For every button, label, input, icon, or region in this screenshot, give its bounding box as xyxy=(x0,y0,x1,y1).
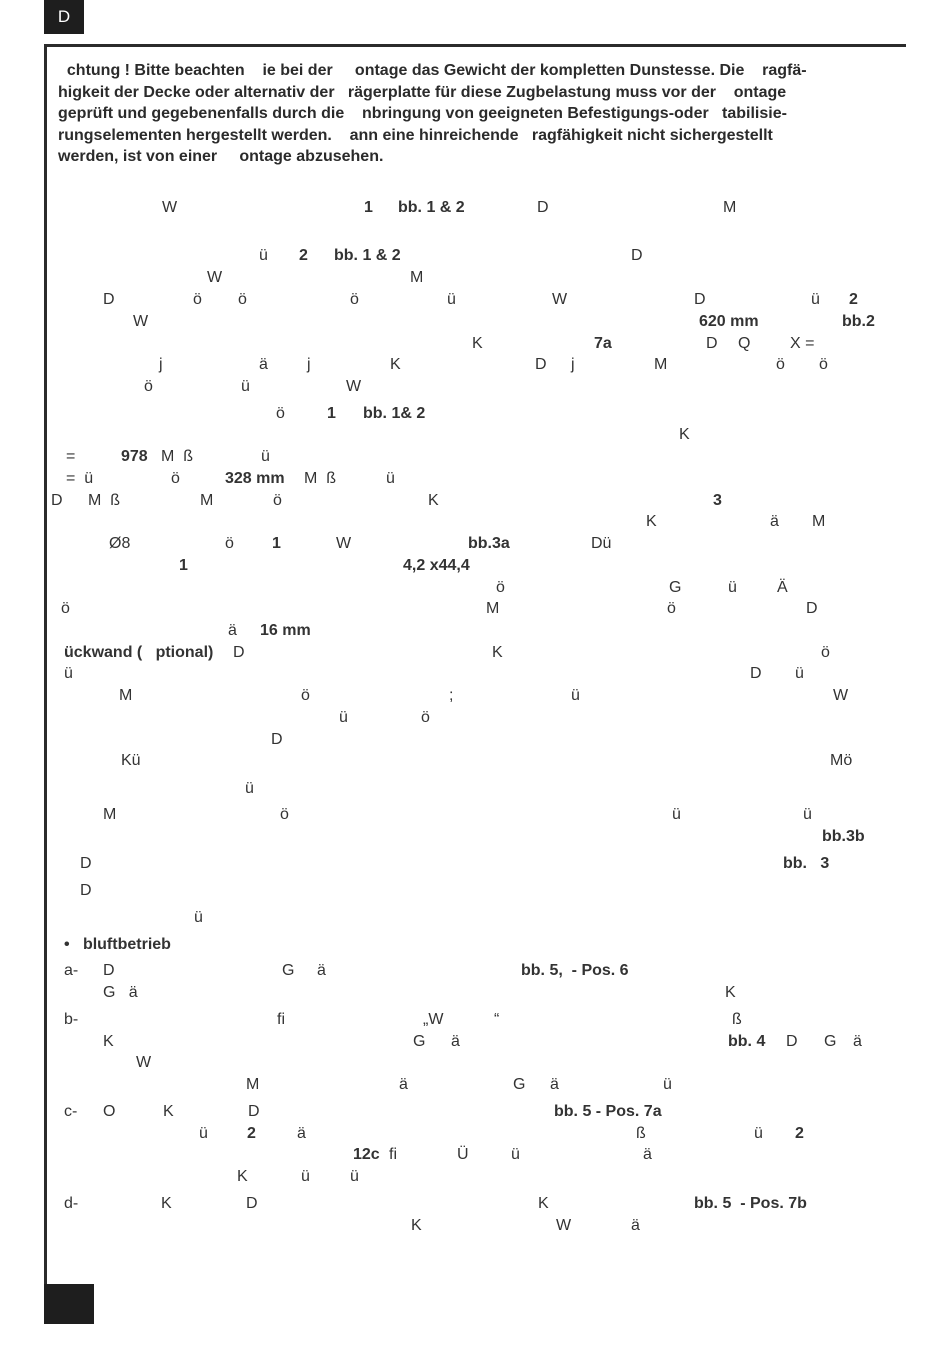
text-fragment: ö xyxy=(280,806,289,823)
text-fragment: D xyxy=(233,644,245,661)
text-fragment: 16 mm xyxy=(260,622,311,639)
text-fragment: c- xyxy=(64,1103,78,1120)
text-fragment: K xyxy=(411,1217,422,1234)
text-fragment: ü xyxy=(511,1146,520,1163)
language-badge: D xyxy=(44,0,84,34)
text-fragment: M xyxy=(812,513,826,530)
text-fragment: D xyxy=(786,1033,798,1050)
text-fragment: ü xyxy=(350,1168,359,1185)
text-fragment: M xyxy=(246,1076,260,1093)
text-fragment: M xyxy=(486,600,500,617)
text-fragment: D xyxy=(537,199,549,216)
text-fragment: K xyxy=(538,1195,549,1212)
text-fragment: bb. 3 xyxy=(783,855,830,872)
text-fragment: D xyxy=(80,882,92,899)
text-fragment: M xyxy=(103,806,117,823)
text-fragment: D xyxy=(706,335,718,352)
text-fragment: X = xyxy=(790,335,815,352)
text-fragment: ü xyxy=(194,909,203,926)
text-fragment: ü xyxy=(672,806,681,823)
text-fragment: bb.3b xyxy=(822,828,865,845)
text-fragment: ä xyxy=(770,513,779,530)
text-fragment: ö xyxy=(350,291,359,308)
text-fragment: ö xyxy=(421,709,430,726)
text-fragment: bb.3a xyxy=(468,535,510,552)
text-fragment: O xyxy=(103,1103,116,1120)
text-fragment: bb. 1& 2 xyxy=(363,405,426,422)
text-fragment: G xyxy=(413,1033,426,1050)
text-fragment: ö xyxy=(171,470,180,487)
text-fragment: W xyxy=(133,313,149,330)
text-fragment: D xyxy=(246,1195,258,1212)
text-fragment: ü xyxy=(245,780,254,797)
text-fragment: ä xyxy=(399,1076,408,1093)
text-fragment: K xyxy=(428,492,439,509)
text-fragment: ö xyxy=(238,291,247,308)
text-fragment: ü xyxy=(259,247,268,264)
text-fragment: ä xyxy=(631,1217,640,1234)
text-fragment: ä xyxy=(550,1076,559,1093)
text-fragment: • bluftbetrieb xyxy=(64,936,171,953)
text-fragment: 2 xyxy=(795,1125,804,1142)
text-fragment: W xyxy=(207,269,223,286)
text-fragment: 2 xyxy=(247,1125,256,1142)
text-fragment: ö xyxy=(276,405,285,422)
text-fragment: ü xyxy=(811,291,820,308)
text-fragment: ü xyxy=(663,1076,672,1093)
text-fragment: ü xyxy=(301,1168,310,1185)
text-fragment: D xyxy=(248,1103,260,1120)
text-fragment: = xyxy=(66,448,76,465)
text-fragment: D xyxy=(103,291,115,308)
text-fragment: ö xyxy=(496,579,505,596)
text-fragment: W xyxy=(162,199,178,216)
text-fragment: ü xyxy=(261,448,270,465)
text-fragment: bb. 1 & 2 xyxy=(398,199,465,216)
page-number-box xyxy=(44,1284,94,1324)
text-fragment: j xyxy=(159,356,163,373)
text-fragment: ü xyxy=(728,579,737,596)
text-fragment: K xyxy=(679,426,690,443)
text-fragment: W xyxy=(833,687,849,704)
text-fragment: W xyxy=(136,1054,152,1071)
warning-line: werden, ist von einer ontage abzusehen. xyxy=(58,148,384,166)
text-fragment: 12c xyxy=(353,1146,380,1163)
text-fragment: ü xyxy=(64,665,73,682)
text-fragment: ä xyxy=(643,1146,652,1163)
text-fragment: ö xyxy=(821,644,830,661)
text-fragment: 4,2 x44,4 xyxy=(403,557,470,574)
text-fragment: ü xyxy=(386,470,395,487)
top-rule xyxy=(44,44,906,47)
text-fragment: G ä xyxy=(103,984,138,1001)
text-fragment: ä xyxy=(317,962,326,979)
text-fragment: M xyxy=(119,687,133,704)
text-fragment: ö xyxy=(144,378,153,395)
text-fragment: M ß xyxy=(161,448,193,465)
text-fragment: G xyxy=(824,1033,837,1050)
text-fragment: d- xyxy=(64,1195,79,1212)
text-fragment: bb. 5 - Pos. 7b xyxy=(694,1195,807,1212)
text-fragment: ß xyxy=(732,1011,742,1028)
text-fragment: G xyxy=(282,962,295,979)
warning-line: higkeit der Decke oder alternativ der rägerplatte für diese Zugbelastung muss vor der ontage xyxy=(58,83,787,101)
text-fragment: ä xyxy=(228,622,237,639)
text-fragment: ö xyxy=(193,291,202,308)
text-fragment: 1 xyxy=(272,535,281,552)
text-fragment: ö xyxy=(273,492,282,509)
text-fragment: ö xyxy=(776,356,785,373)
text-fragment: M xyxy=(723,199,737,216)
text-fragment: Ü xyxy=(457,1146,469,1163)
text-fragment: ä xyxy=(259,356,268,373)
warning-paragraph xyxy=(58,60,903,168)
text-fragment: D xyxy=(631,247,643,264)
text-fragment: K xyxy=(646,513,657,530)
text-fragment: ü xyxy=(795,665,804,682)
text-fragment: “ xyxy=(494,1011,500,1028)
text-fragment: G xyxy=(669,579,682,596)
text-fragment: 1 xyxy=(364,199,373,216)
text-fragment: Dü xyxy=(591,535,612,552)
text-fragment: 7a xyxy=(594,335,612,352)
text-fragment: ; xyxy=(449,687,454,704)
text-fragment: 328 mm xyxy=(225,470,285,487)
text-fragment: W xyxy=(556,1217,572,1234)
text-fragment: ü xyxy=(803,806,812,823)
text-fragment: 620 mm xyxy=(699,313,759,330)
text-fragment: ö xyxy=(301,687,310,704)
text-fragment: K xyxy=(472,335,483,352)
text-fragment: bb. 4 xyxy=(728,1033,766,1050)
text-fragment: M ß xyxy=(88,492,120,509)
text-fragment: D xyxy=(535,356,547,373)
text-fragment: Q xyxy=(738,335,751,352)
text-fragment: G xyxy=(513,1076,526,1093)
text-fragment: ö xyxy=(225,535,234,552)
text-fragment: W xyxy=(552,291,568,308)
text-fragment: „W xyxy=(423,1011,444,1028)
warning-line: geprüft und gegebenenfalls durch die nbringung von geeigneten Befestigungs-oder tabilisie- xyxy=(58,105,787,123)
text-fragment: ü xyxy=(241,378,250,395)
text-fragment: 3 xyxy=(713,492,722,509)
text-fragment: ü xyxy=(199,1125,208,1142)
text-fragment: D xyxy=(271,731,283,748)
text-fragment: K xyxy=(103,1033,114,1050)
text-fragment: bb.2 xyxy=(842,313,875,330)
text-fragment: 1 xyxy=(179,557,188,574)
text-fragment: ä xyxy=(297,1125,306,1142)
warning-line: rungselementen hergestellt werden. ann eine hinreichende ragfähigkeit nicht sichergestellt xyxy=(58,126,773,144)
text-fragment: j xyxy=(307,356,311,373)
text-fragment: ä xyxy=(451,1033,460,1050)
text-fragment: K xyxy=(161,1195,172,1212)
text-fragment: K xyxy=(237,1168,248,1185)
text-fragment: ö xyxy=(61,600,70,617)
text-fragment: M ß xyxy=(304,470,336,487)
text-fragment: 1 xyxy=(327,405,336,422)
text-fragment: Mö xyxy=(830,752,853,769)
text-fragment: ö xyxy=(667,600,676,617)
text-fragment: fi xyxy=(277,1011,285,1028)
text-fragment: b- xyxy=(64,1011,79,1028)
text-fragment: M xyxy=(654,356,668,373)
text-fragment: 978 xyxy=(121,448,148,465)
text-fragment: ü xyxy=(447,291,456,308)
text-fragment: K xyxy=(390,356,401,373)
text-fragment: Ø8 xyxy=(109,535,131,552)
text-fragment: D xyxy=(51,492,63,509)
text-fragment: 2 xyxy=(849,291,858,308)
text-fragment: bb. 5 - Pos. 7a xyxy=(554,1103,662,1120)
text-fragment: ö xyxy=(819,356,828,373)
text-fragment: a- xyxy=(64,962,79,979)
text-fragment: W xyxy=(336,535,352,552)
text-fragment: K xyxy=(492,644,503,661)
text-fragment: K xyxy=(163,1103,174,1120)
text-fragment: ü xyxy=(339,709,348,726)
text-fragment: bb. 5, - Pos. 6 xyxy=(521,962,629,979)
text-fragment: ückwand ( ptional) xyxy=(64,644,214,661)
warning-line: chtung ! Bitte beachten ie bei der ontage das Gewicht der kompletten Dunstesse. Die ragfä- xyxy=(58,62,807,79)
text-fragment: D xyxy=(750,665,762,682)
text-fragment: fi xyxy=(389,1146,397,1163)
text-fragment: ü xyxy=(754,1125,763,1142)
text-fragment: D xyxy=(806,600,818,617)
text-fragment: = ü xyxy=(66,470,94,487)
text-fragment: M xyxy=(410,269,424,286)
text-fragment: Kü xyxy=(121,752,141,769)
text-fragment: Ä xyxy=(777,579,788,596)
text-fragment: bb. 1 & 2 xyxy=(334,247,401,264)
text-fragment: D xyxy=(80,855,92,872)
text-fragment: K xyxy=(725,984,736,1001)
text-fragment: ä xyxy=(853,1033,862,1050)
left-rule xyxy=(44,44,47,1324)
text-fragment: D xyxy=(694,291,706,308)
text-fragment: 2 xyxy=(299,247,308,264)
text-fragment: j xyxy=(571,356,575,373)
text-fragment: ü xyxy=(571,687,580,704)
text-fragment: ß xyxy=(636,1125,646,1142)
text-fragment: W xyxy=(346,378,362,395)
text-fragment: M xyxy=(200,492,214,509)
text-fragment: D xyxy=(103,962,115,979)
